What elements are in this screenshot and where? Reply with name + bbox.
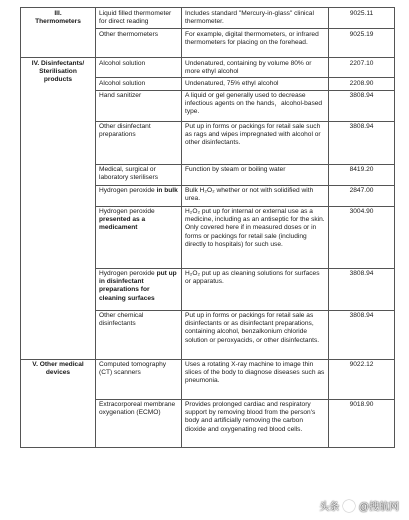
hs-code-cell: 9018.90 [329, 399, 395, 447]
product-text: Hydrogen peroxide [99, 187, 157, 195]
description-cell [182, 399, 329, 447]
hs-code-cell: 9025.19 [329, 29, 395, 58]
product-cell [96, 121, 182, 164]
hs-code-cell: 3808.94 [329, 310, 395, 359]
table-body [21, 8, 395, 448]
description-cell [182, 206, 329, 268]
hs-code-cell: 8419.20 [329, 164, 395, 185]
product-cell [96, 359, 182, 399]
description-text: Put up in forms or packings for retail sale as disinfectants or as disinfectant preparations, containing alcohol, benzalkonium chloride solution or peroxyacids, or other disinfectants. [185, 312, 320, 344]
product-text: Extracorporeal membrane oxygenation (ECMO) [99, 401, 176, 417]
category-cell: III. Thermometers [21, 8, 96, 58]
description-cell [182, 121, 329, 164]
description-text: Includes standard "Mercury-in-glass" clinical thermometer. [185, 9, 314, 25]
hs-code-cell: 3004.90 [329, 206, 395, 268]
description-cell [182, 359, 329, 399]
table-row [21, 58, 395, 78]
product-text: Hydrogen peroxide [99, 270, 157, 278]
hs-code-cell: 9025.11 [329, 8, 395, 29]
description-text: Function by steam or boiling water [185, 166, 286, 174]
watermark-prefix: 头条 [319, 502, 340, 513]
product-text: Computed tomography (CT) scanners [99, 361, 167, 377]
category-cell: IV. Disinfectants/ Sterilisation products [21, 58, 96, 360]
product-cell [96, 185, 182, 206]
hs-code-cell: 2207.10 [329, 58, 395, 78]
description-cell [182, 29, 329, 58]
hs-code-cell: 3808.94 [329, 121, 395, 164]
watermark-brand: @搜航网 [358, 502, 399, 513]
product-text: put up in disinfectant preparations for cleaning surfaces [99, 270, 177, 302]
product-cell [96, 206, 182, 268]
description-text: For example, digital thermometers, or infrared thermometers for placing on the forehead. [185, 30, 319, 46]
table-row [21, 8, 395, 29]
hs-code-cell: 2208.90 [329, 78, 395, 90]
description-cell [182, 78, 329, 90]
description-text: A liquid or gel generally used to decrease infectious agents on the hands，alcohol-based type. [185, 92, 323, 116]
product-text: Other disinfectant preparations [99, 123, 151, 139]
product-cell [96, 90, 182, 121]
description-cell [182, 268, 329, 310]
hs-code-cell: 3808.94 [329, 268, 395, 310]
product-text: Other thermometers [99, 30, 158, 38]
product-cell [96, 399, 182, 447]
product-cell [96, 164, 182, 185]
product-text: Alcohol solution [99, 79, 146, 87]
description-cell [182, 310, 329, 359]
product-text: Medical, surgical or laboratory sterilisers [99, 166, 158, 182]
product-text: Other chemical disinfectants [99, 312, 144, 328]
product-text: Hand sanitizer [99, 92, 142, 100]
product-cell [96, 268, 182, 310]
description-text: H₂O₂ put up as cleaning solutions for surfaces or apparatus. [185, 270, 320, 286]
watermark [319, 498, 399, 513]
description-cell [182, 58, 329, 78]
hs-code-cell: 3808.94 [329, 90, 395, 121]
watermark-logo-icon [343, 500, 355, 512]
description-text: Provides prolonged cardiac and respiratory support by removing blood from the person's body and artificially removing the carbon dioxide and oxygenating red blood cells. [185, 401, 316, 433]
description-text: Uses a rotating X-ray machine to image thin slices of the body to diagnose diseases such as pneumonia. [185, 361, 325, 385]
product-cell [96, 310, 182, 359]
table-row [21, 359, 395, 399]
product-text: Alcohol solution [99, 59, 146, 67]
hs-code-cell: 9022.12 [329, 359, 395, 399]
product-text: presented as a medicament [99, 216, 146, 232]
category-cell: V. Other medical devices [21, 359, 96, 447]
product-text: in bulk [156, 187, 178, 195]
product-text: Liquid filled thermometer for direct reading [99, 9, 172, 25]
description-text: Bulk H₂O₂ whether or not with solidified with urea. [185, 187, 314, 203]
product-cell [96, 29, 182, 58]
description-cell [182, 185, 329, 206]
description-cell [182, 90, 329, 121]
description-cell [182, 164, 329, 185]
description-text: Put up in forms or packings for retail sale such as rags and wipes impregnated with alcohol or other disinfectants. [185, 123, 321, 147]
hs-code-table [20, 7, 395, 448]
description-text: Undenatured, containing by volume 80% or more ethyl alcohol [185, 59, 312, 75]
product-cell [96, 58, 182, 78]
product-cell [96, 8, 182, 29]
description-cell [182, 8, 329, 29]
description-text: Undenatured, 75% ethyl alcohol [185, 79, 279, 87]
product-cell [96, 78, 182, 90]
hs-code-cell: 2847.00 [329, 185, 395, 206]
description-text: H₂O₂ put up for internal or external use as a medicine, including as an antiseptic for the skin. Only covered here if in measured doses or in forms or packings for retail sale (including directly to hospitals) for such use. [185, 208, 325, 248]
product-text: Hydrogen peroxide [99, 208, 155, 216]
